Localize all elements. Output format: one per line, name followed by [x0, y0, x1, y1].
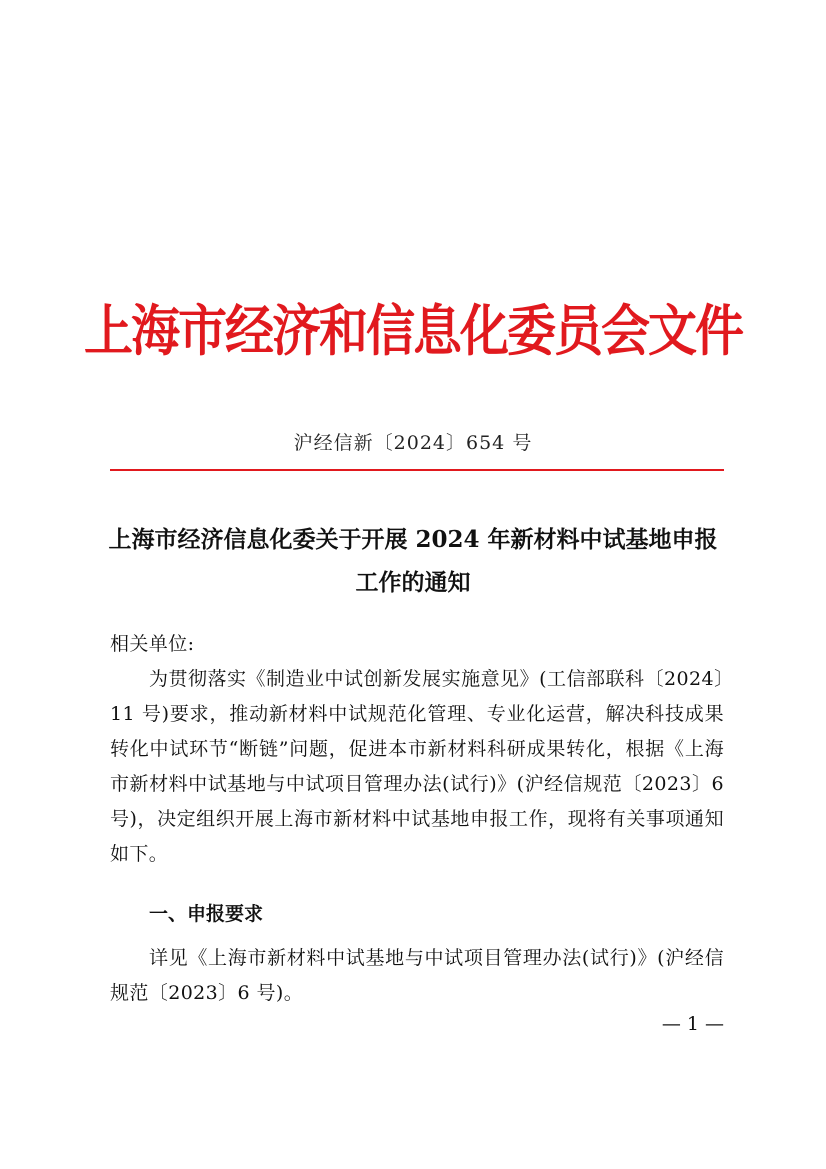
salutation: 相关单位: [110, 633, 195, 655]
intro-paragraph: 为贯彻落实《制造业中试创新发展实施意见》(工信部联科〔2024〕11 号)要求，推动新材料中试规范化管理、专业化运营，解决科技成果转化中试环节“断链”问题，促进本市新材料科研成果转化，根据《上海市新材料中试基地与中试项目管理办法(试行)》(沪经信规范〔2023〕6 号)，决定组织开展上海市新材料中试基地申报工作，现将有关事项通知如下。 [110, 668, 724, 865]
red-separator-rule [110, 469, 724, 471]
document-title: 上海市经济信息化委关于开展 2024 年新材料中试基地申报工作的通知 [108, 526, 718, 596]
issuer-masthead: 上海市经济和信息化委员会文件 [83, 298, 742, 364]
section-paragraph: 详见《上海市新材料中试基地与中试项目管理办法(试行)》(沪经信规范〔2023〕6 号)。 [110, 947, 724, 1004]
page-number: — 1 — [661, 1013, 724, 1035]
document-number: 沪经信新〔2024〕654 号 [293, 432, 533, 454]
section-heading: 一、申报要求 [149, 903, 264, 925]
